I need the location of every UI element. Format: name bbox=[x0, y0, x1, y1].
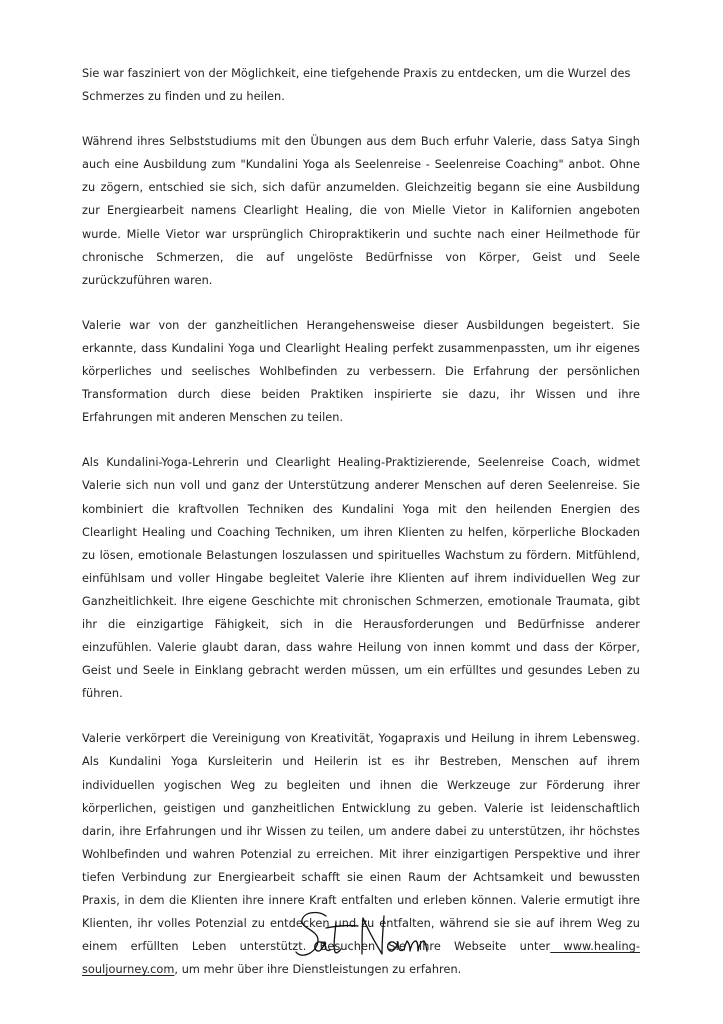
closing-text-end: , um mehr über ihre Dienstleistungen zu erfahren. bbox=[174, 963, 462, 977]
paragraph-intro: Sie war fasziniert von der Möglichkeit, eine tiefgehende Praxis zu entdecken, um die Wurzel des Schmerzes zu finden und zu heilen. bbox=[82, 67, 631, 104]
signature-image bbox=[288, 906, 438, 974]
paragraph-training: Während ihres Selbststudiums mit den Übungen aus dem Buch erfuhr Valerie, dass Satya Singh auch eine Ausbildung zum "Kundalini Yoga als Seelenreise - Seelenreise Coaching" anbot. Ohne zu zögern, entschied sie sich, sich dafür anzumelden. Gleichzeitig begann sie eine Ausbildung zur Energiearbeit namens Clearlight Healing, die von Mielle Vietor in Kalifornien angeboten wurde. Mielle Vietor war ursprünglich Chiropraktikerin und suchte nach einer Heilmethode für chronische Schmerzen, die auf ungelöste Bedürfnisse von Körper, Geist und Seele zurückzuführen waren. bbox=[82, 135, 640, 287]
paragraph-holistic: Valerie war von der ganzheitlichen Herangehensweise dieser Ausbildungen begeistert. Sie erkannte, dass Kundalini Yoga und Clearlight Healing perfekt zusammenpassten, um ihr eigenes körperliches und seelisches Wohlbefinden zu verbessern. Die Erfahrung der persönlichen Transformation durch diese beiden Praktiken inspirierte sie dazu, ihr Wissen und ihre Erfahrungen mit anderen Menschen zu teilen. bbox=[82, 318, 640, 425]
paragraph-teacher: Als Kundalini-Yoga-Lehrerin und Clearlight Healing-Praktizierende, Seelenreise Coach, widmet Valerie sich nun voll und ganz der Unterstützung anderer Menschen auf deren Seelenreise. Sie kombiniert die kraftvollen Techniken des Kundalini Yoga mit den heilenden Energien des Clearlight Healing und Coaching Techniken, um ihren Klienten zu helfen, körperliche Blockaden zu lösen, emotionale Belastungen loszulassen und spirituelles Wachstum zu fördern. Mitfühlend, einfühlsam und voller Hingabe begleitet Valerie ihre Klienten auf ihrem individuellen Weg zur Ganzheitlichkeit. Ihre eigene Geschichte mit chronischen Schmerzen, emotionale Traumata, gibt ihr die einzigartige Fähigkeit, sich in die Herausforderungen und Bedürfnisse anderer einzufühlen. Valerie glaubt daran, dass wahre Heilung von innen kommt und dass der Körper, Geist und Seele in Einklang gebracht werden müssen, um ein erfülltes und gesundes Leben zu führen. bbox=[82, 456, 640, 701]
closing-text: Valerie verkörpert die Vereinigung von Kreativität, Yogapraxis und Heilung in ihrem Lebensweg. Als Kundalini Yoga Kursleiterin und Heilerin ist es ihr Bestreben, Menschen auf ihrem individuellen yogischen Weg zu begleiten und ihnen die Werkzeuge zur Förderung ihrer körperlichen, geistigen und ganzheitlichen Entwicklung zu geben. Valerie ist leidenschaftlich darin, ihre Erfahrungen und ihr Wissen zu teilen, um andere dabei zu unterstützen, ihr höchstes Wohlbefinden und wahren Potenzial zu erreichen. Mit ihrer einzigartigen Perspektive und ihrer tiefen Verbindung zur Energiearbeit schafft sie einen Raum der Achtsamkeit und bewussten Praxis, in dem die Klienten ihre innere Kraft entfalten und erleben können. Valerie ermutigt ihre Klienten, ihr volles Potenzial zu entdecken und zu entfalten, während sie sie auf ihrem Weg zu einem erfüllten Leben unterstützt. Besuchen Sie ihre Webseite unter bbox=[82, 732, 640, 954]
document-body bbox=[82, 62, 640, 1003]
website-link[interactable]: www.healing-souljourney.com bbox=[82, 940, 640, 977]
